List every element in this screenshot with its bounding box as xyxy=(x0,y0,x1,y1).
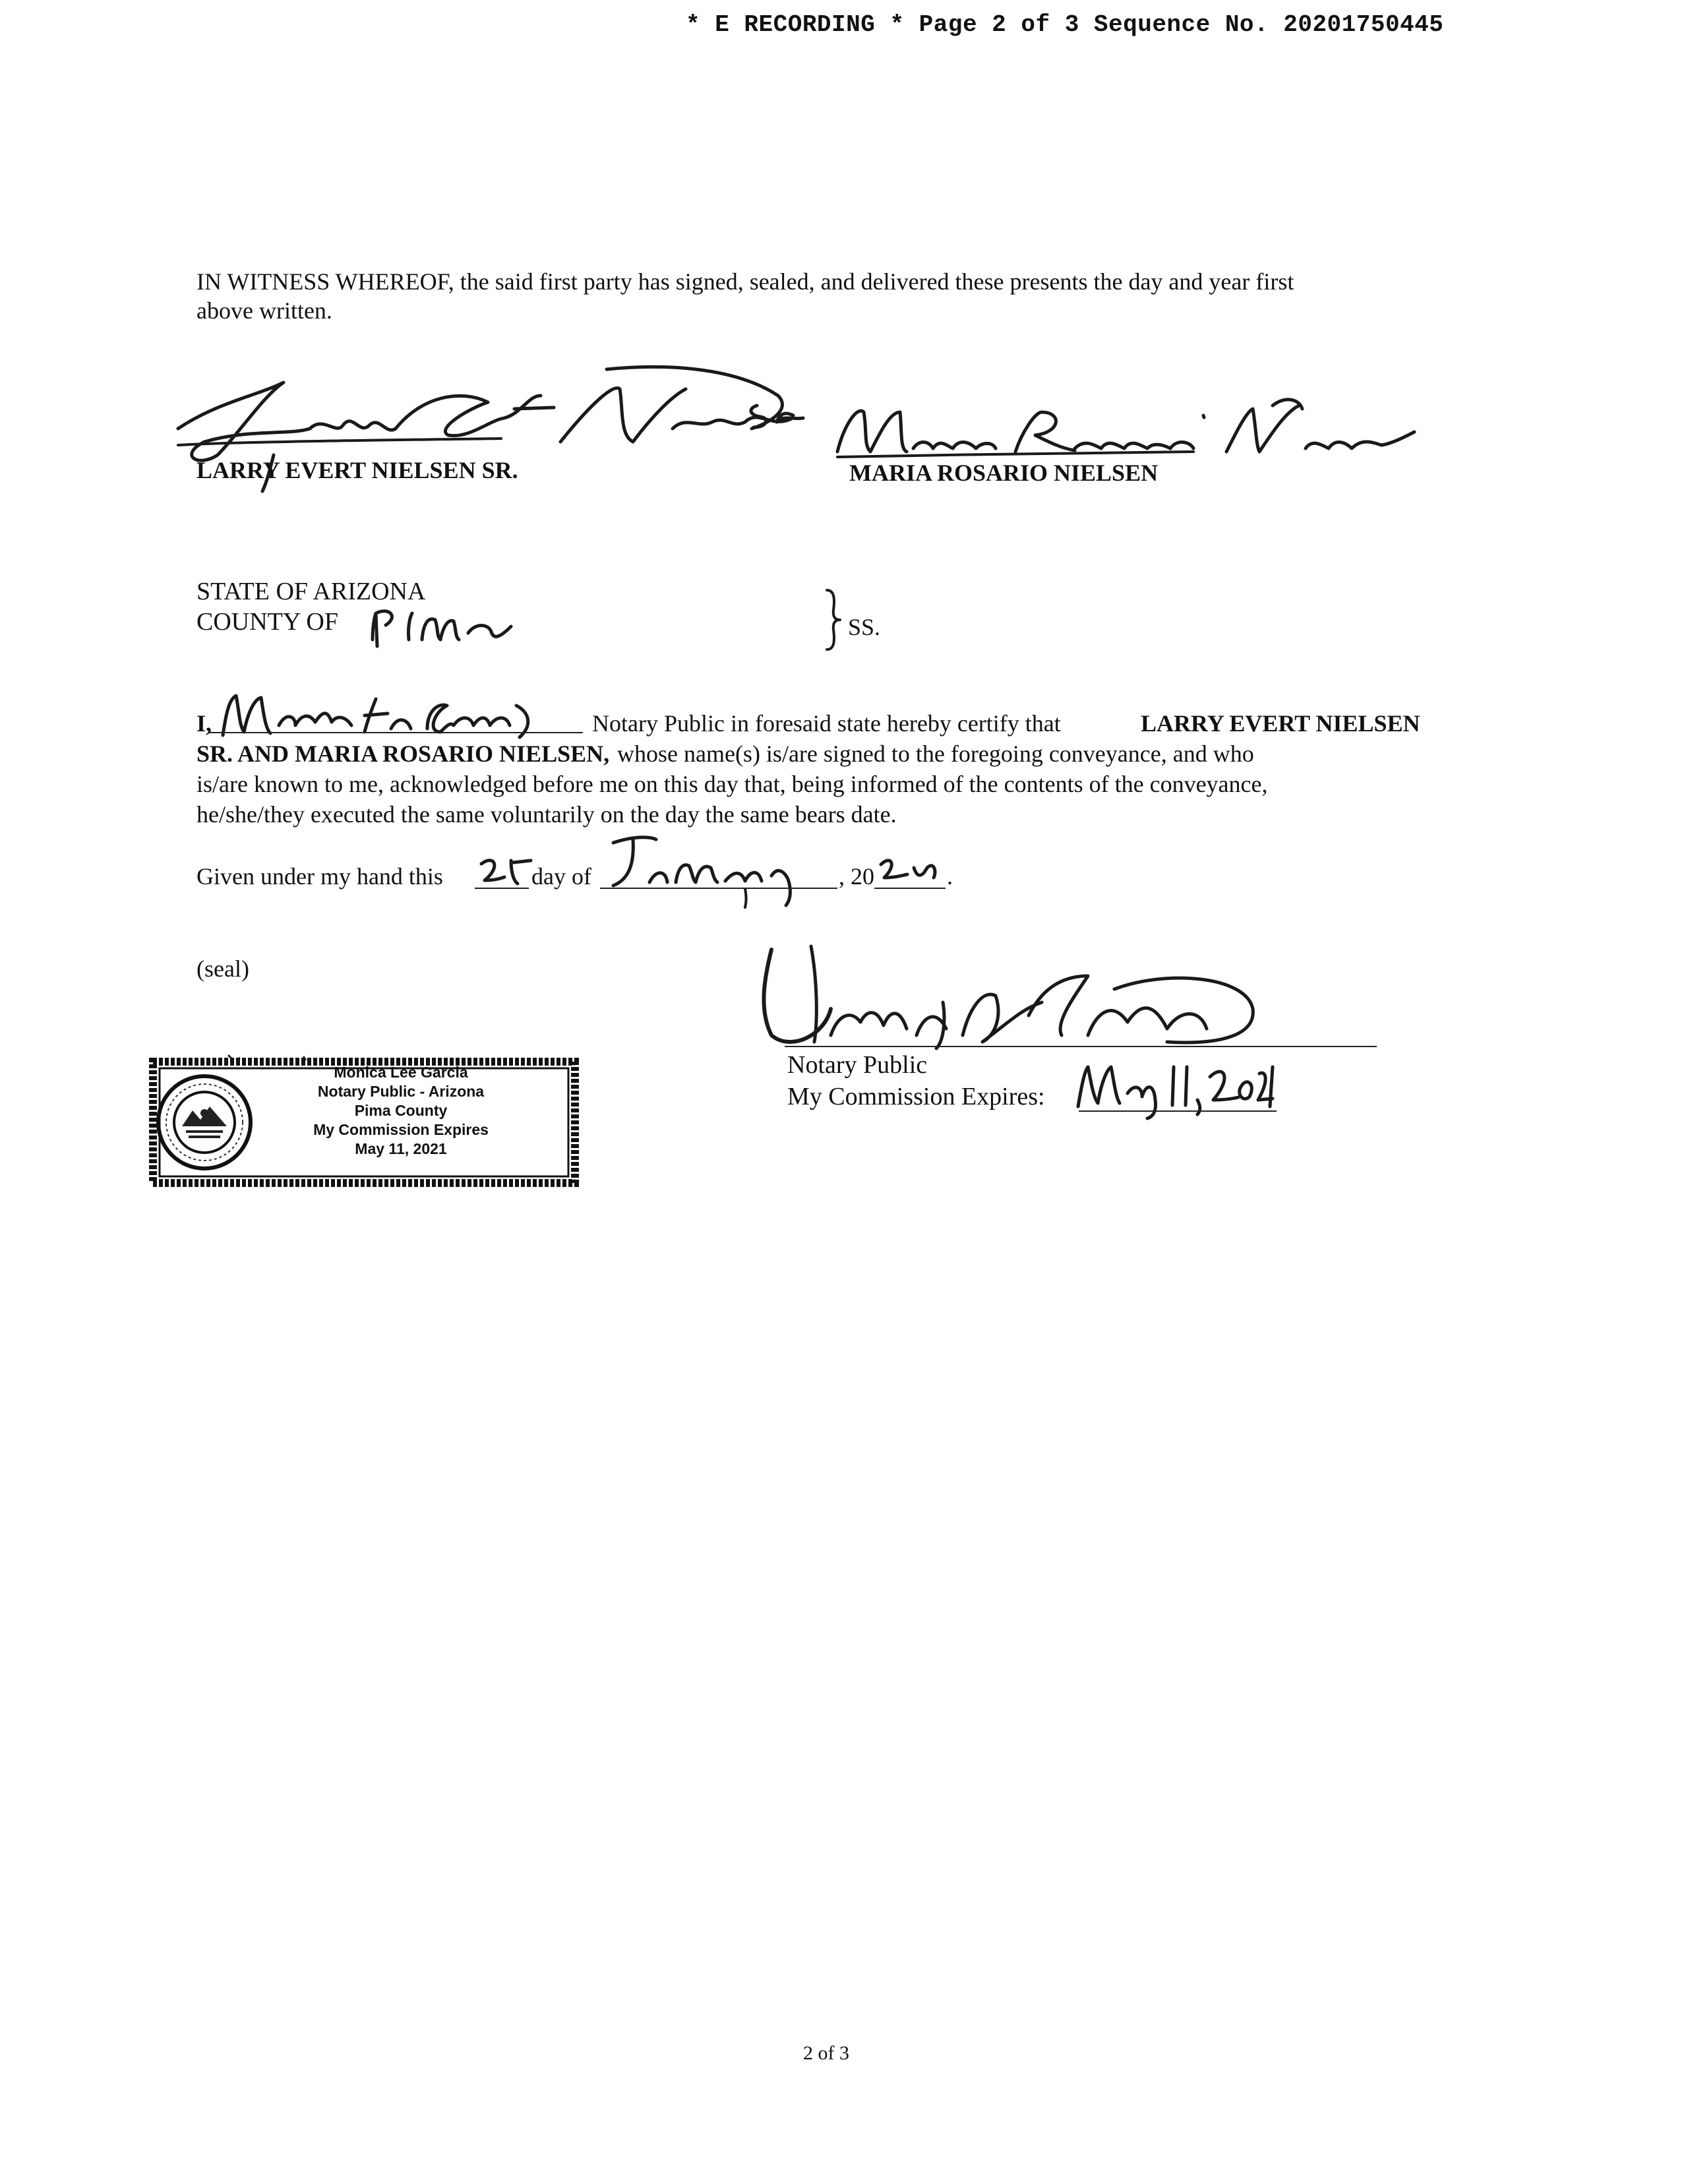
witness-line-2: above written. xyxy=(196,297,332,324)
brace-icon xyxy=(823,587,843,653)
stamp-text xyxy=(157,1063,539,1159)
day-underline xyxy=(475,888,529,889)
stamp-line-county: Pima County xyxy=(354,1102,448,1119)
cert-line-1-bold: LARRY EVERT NIELSEN xyxy=(1141,710,1420,737)
cert-line-1-text: Notary Public in foresaid state hereby certify that xyxy=(592,710,1061,737)
handwritten-county-pima xyxy=(363,593,521,653)
handwritten-month xyxy=(593,830,818,909)
handwritten-year xyxy=(874,848,947,888)
cert-line-4: he/she/they executed the same voluntarily on the day the same bears date. xyxy=(196,801,897,828)
handwritten-notary-name xyxy=(210,686,579,745)
notary-name-underline xyxy=(210,732,583,733)
signatory-left-name: LARRY EVERT NIELSEN SR. xyxy=(196,457,518,483)
seal-label: (seal) xyxy=(196,956,249,982)
cert-line-3: is/are known to me, acknowledged before me on this day that, being informed of the contents of the conveyance, xyxy=(196,771,1268,797)
notary-title: Notary Public xyxy=(787,1051,928,1079)
venue-county-label: COUNTY OF xyxy=(196,608,338,636)
year-underline xyxy=(874,888,946,889)
venue-state: STATE OF ARIZONA xyxy=(196,578,426,605)
witness-line-1: IN WITNESS WHEREOF, the said first party has signed, sealed, and delivered these presents the day and year first xyxy=(196,268,1294,295)
stamp-line-title: Notary Public - Arizona xyxy=(317,1083,485,1100)
page-number: 2 of 3 xyxy=(803,2042,849,2064)
cert-prefix: I, xyxy=(196,710,212,737)
stamp-line-commission: My Commission Expires xyxy=(313,1121,489,1138)
given-text-2: day of xyxy=(531,863,591,890)
recording-header: * E RECORDING * Page 2 of 3 Sequence No. 20201750445 xyxy=(686,11,1444,38)
signature-notary xyxy=(745,936,1273,1062)
cert-line-2-text: whose name(s) is/are signed to the foregoing conveyance, and who xyxy=(617,741,1254,767)
signature-suffix-sr xyxy=(744,396,810,435)
given-text-3: , 20 xyxy=(839,863,874,890)
handwritten-commission-date xyxy=(1068,1054,1286,1120)
given-text-4: . xyxy=(947,863,953,890)
stamp-line-name: Monica Lee Garcia xyxy=(334,1064,468,1081)
notary-signature-line xyxy=(785,1046,1377,1047)
month-underline xyxy=(600,888,837,889)
signatory-right-name: MARIA ROSARIO NIELSEN xyxy=(849,460,1159,486)
commission-label: My Commission Expires: xyxy=(787,1083,1045,1110)
handwritten-day xyxy=(475,851,541,890)
given-text-1: Given under my hand this xyxy=(196,863,443,890)
cert-line-2-bold: SR. AND MARIA ROSARIO NIELSEN, xyxy=(196,741,610,767)
venue-ss: SS. xyxy=(848,614,881,640)
stamp-line-expiry: May 11, 2021 xyxy=(355,1140,447,1157)
commission-date-underline xyxy=(1079,1110,1277,1112)
